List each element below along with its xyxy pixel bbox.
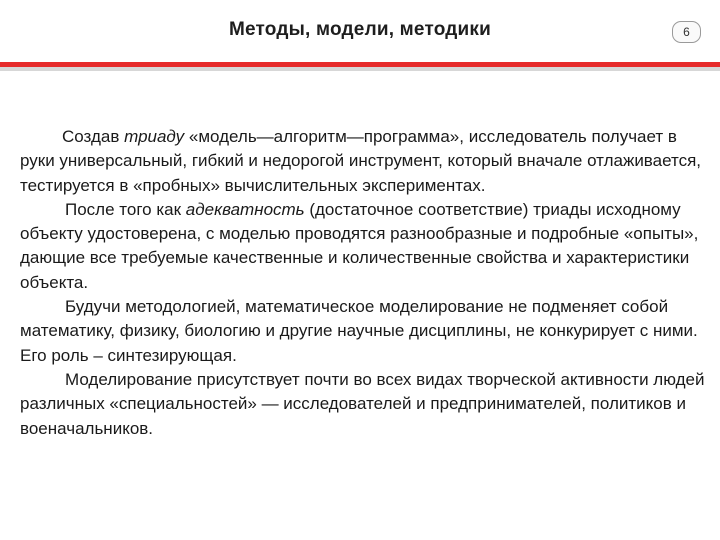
paragraph-triad [20, 125, 716, 198]
paragraph-modeling: Моделирование присутствует почти во всех видах творческой активности людей различных «специальностей» — исследователей и предпринимателей, политиков и военачальников. [20, 369, 705, 438]
paragraph-adequacy-lead: После того как [65, 199, 186, 219]
term-triad: триаду [124, 127, 185, 146]
paragraph-adequacy [20, 198, 716, 295]
page-number-badge: 6 [672, 21, 701, 43]
header-sub-rule [0, 67, 720, 71]
paragraph-triad-rest: «модель—алгоритм—программа», исследователь получает в руки универсальный, гибкий и недорогой инструмент, который вначале отлаживается, тестируется в «пробных» вычислительных экспериментах. [20, 127, 702, 195]
term-adequacy: адекватность [185, 199, 305, 219]
body-text [20, 125, 716, 441]
paragraph-methodology: Будучи методологией, математическое моделирование не подменяет собой математику, физику, биологию и другие научные дисциплины, не конкурирует с ними. Его роль – синтезирующая. [20, 297, 698, 365]
paragraph-triad-lead: Создав [62, 127, 125, 146]
paragraph-adequacy-rest: (достаточное соответствие) триады исходному объекту удостоверена, с моделью проводятся разнообразные и подробные «опыты», дающие все требуемые качественные и количественные свойства и характеристики объекта. [20, 199, 699, 292]
page-title: Методы, модели, методики [228, 19, 491, 40]
